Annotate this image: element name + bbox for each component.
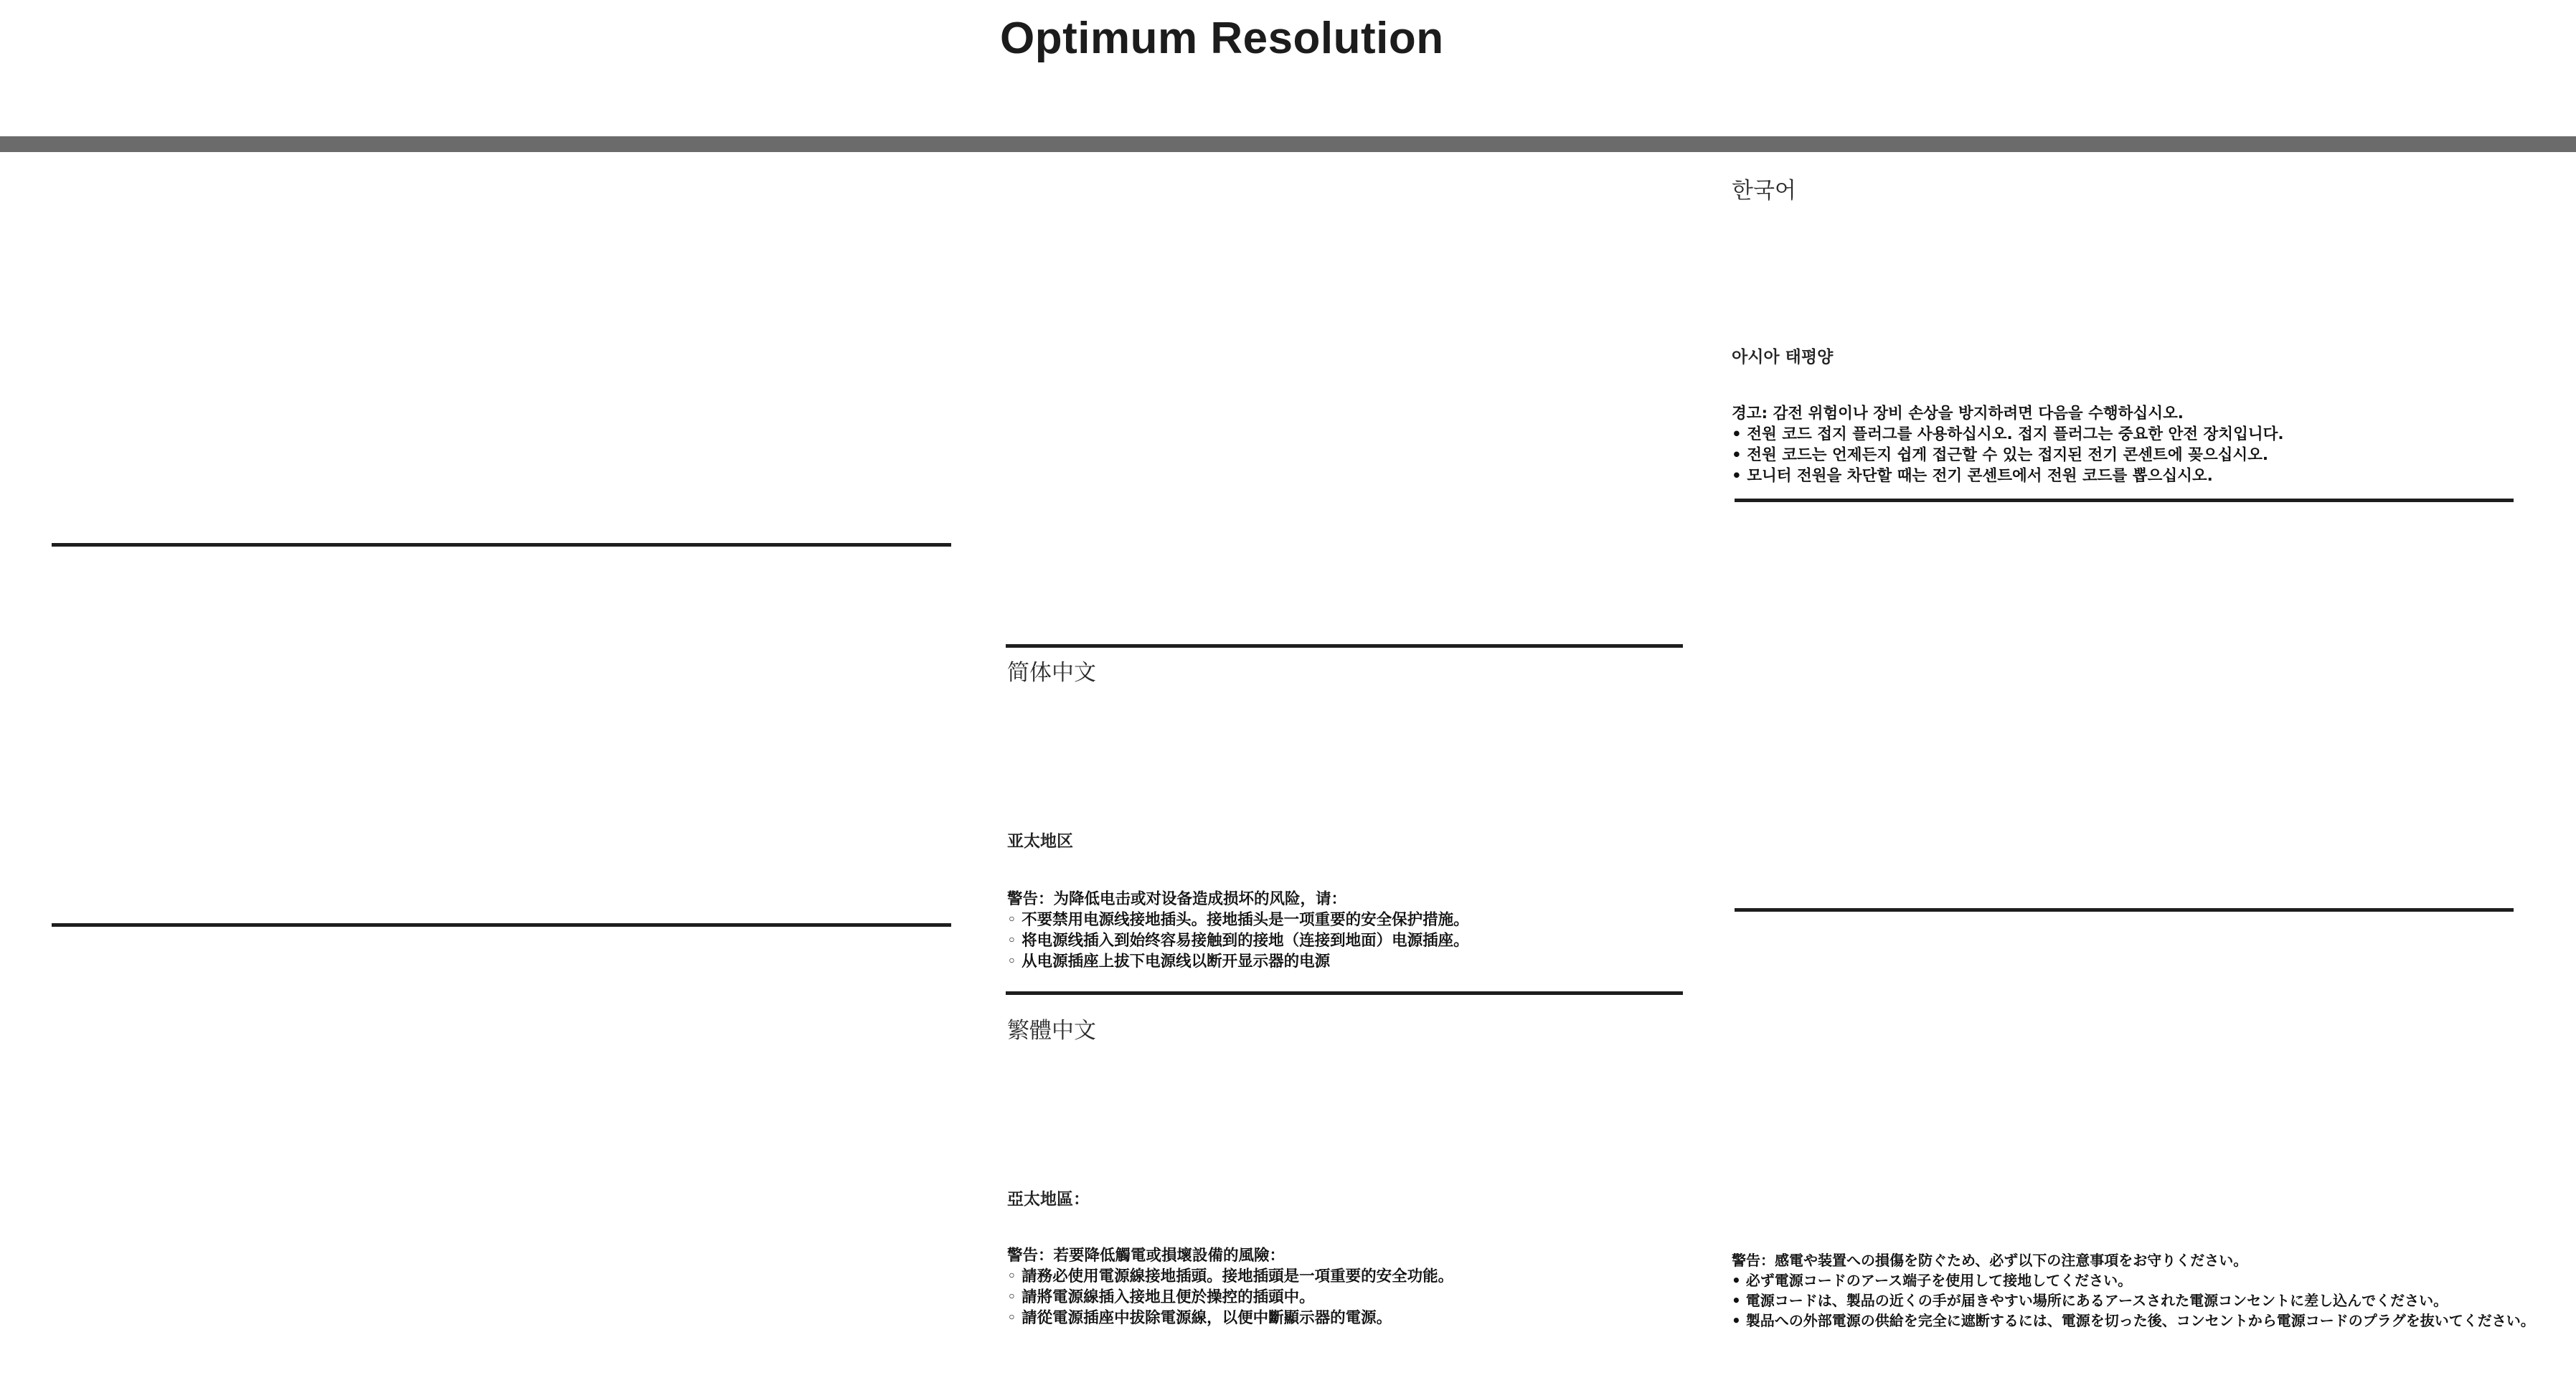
korean-warning	[1732, 403, 2284, 486]
middle-column-rule-mid	[1006, 991, 1683, 995]
japanese-warning	[1732, 1250, 2535, 1331]
left-column-rule-upper	[52, 543, 951, 547]
warning-line: • 전원 코드는 언제든지 쉽게 접근할 수 있는 접지된 전기 콘센트에 꽂으십시오.	[1732, 446, 2269, 464]
warning-line: ◦ 将电源线插入到始终容易接触到的接地（连接到地面）电源插座。	[1007, 932, 1469, 950]
warning-line: 경고: 감전 위험이나 장비 손상을 방지하려면 다음을 수행하십시오.	[1732, 405, 2184, 423]
warning-line: ◦ 請務必使用電源線接地插頭。接地插頭是一項重要的安全功能。	[1007, 1268, 1454, 1285]
header-divider-bar	[0, 136, 2576, 152]
warning-line: • 電源コードは、製品の近くの手が届きやすい場所にあるアースされた電源コンセントに差し込んでください。	[1732, 1292, 2448, 1309]
right-column-rule-lower	[1735, 908, 2514, 912]
warning-line: ◦ 不要禁用电源线接地插头。接地插头是一项重要的安全保护措施。	[1007, 911, 1469, 929]
warning-line: 警告：感電や装置への損傷を防ぐため、必ず以下の注意事項をお守りください。	[1732, 1252, 2248, 1269]
traditional-chinese-warning	[1007, 1245, 1453, 1328]
warning-line: • 모니터 전원을 차단할 때는 전기 콘센트에서 전원 코드를 뽑으십시오.	[1732, 467, 2213, 485]
korean-heading: 한국어	[1732, 178, 1796, 204]
warning-line: • 必ず電源コードのアース端子を使用して接地してください。	[1732, 1272, 2133, 1289]
warning-line: ◦ 从电源插座上拔下电源线以断开显示器的电源	[1007, 953, 1331, 971]
middle-column-rule-top	[1006, 644, 1683, 648]
warning-line: • 전원 코드 접지 플러그를 사용하십시오. 접지 플러그는 중요한 안전 장치입니다.	[1732, 425, 2284, 443]
simplified-chinese-region: 亚太地区	[1007, 831, 1073, 851]
left-column-rule-lower	[52, 923, 951, 927]
page-title: Optimum Resolution	[1000, 14, 1444, 63]
warning-line: 警告：若要降低觸電或損壞設備的風險：	[1007, 1247, 1285, 1265]
simplified-chinese-heading: 简体中文	[1007, 660, 1096, 686]
traditional-chinese-heading: 繁體中文	[1007, 1018, 1096, 1044]
traditional-chinese-region: 亞太地區：	[1007, 1189, 1090, 1209]
warning-line: ◦ 請將電源線插入接地且便於操控的插頭中。	[1007, 1288, 1315, 1306]
right-column-rule-upper	[1735, 499, 2514, 502]
simplified-chinese-warning	[1007, 889, 1469, 972]
warning-line: • 製品への外部電源の供給を完全に遮断するには、電源を切った後、コンセントから電源コードのプラグを抜いてください。	[1732, 1312, 2535, 1329]
korean-region: 아시아 태평양	[1732, 347, 1834, 367]
warning-line: 警告：为降低电击或对设备造成损坏的风险，请：	[1007, 890, 1347, 908]
warning-line: ◦ 請從電源插座中拔除電源線，以便中斷顯示器的電源。	[1007, 1309, 1392, 1327]
